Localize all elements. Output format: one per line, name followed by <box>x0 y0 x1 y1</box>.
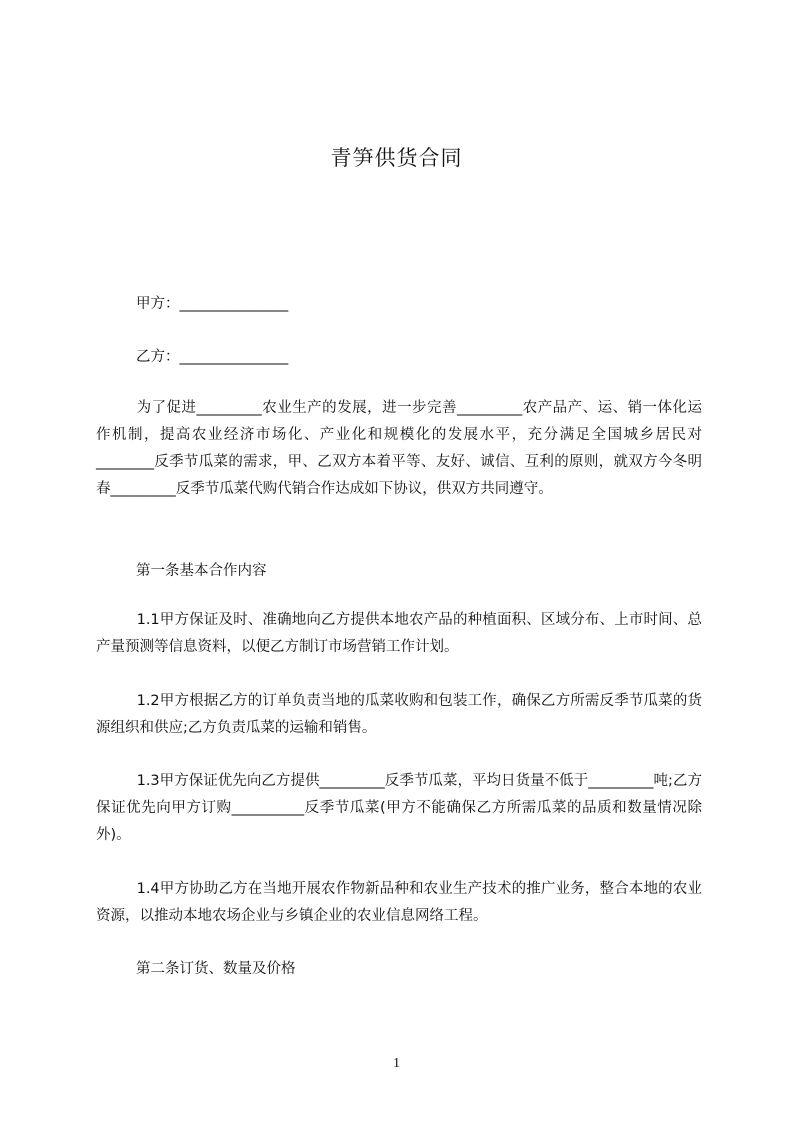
section-2-heading: 第二条订货、数量及价格 <box>136 961 296 977</box>
intro-paragraph: 为了促进_________农业生产的发展，进一步完善_________农产品产、运、销一体化运作机制，提高农业经济市场化、产业化和规模化的发展水平，充分满足全国城乡居民对________反季节瓜菜的需求，甲、乙双方本着平等、友好、诚信、互利的原则，就双方今冬明春_________反季节瓜菜代购代销合作达成如下协议，供双方共同遵守。 <box>96 400 702 497</box>
party-a-line: 甲方：_______________ <box>136 296 289 312</box>
clause-1-1: 1.1甲方保证及时、准确地向乙方提供本地农产品的种植面积、区域分布、上市时间、总产量预测等信息资料，以便乙方制订市场营销工作计划。 <box>96 612 702 655</box>
party-b-line: 乙方：_______________ <box>136 349 289 365</box>
page-number: 1 <box>393 1056 400 1071</box>
clause-1-2: 1.2甲方根据乙方的订单负责当地的瓜菜收购和包装工作，确保乙方所需反季节瓜菜的货源组织和供应;乙方负责瓜菜的运输和销售。 <box>96 693 702 736</box>
clause-1-4: 1.4甲方协助乙方在当地开展农作物新品种和农业生产技术的推广业务，整合本地的农业资源，以推动本地农场企业与乡镇企业的农业信息网络工程。 <box>96 881 702 924</box>
section-1-heading: 第一条基本合作内容 <box>136 563 267 579</box>
clause-1-3: 1.3甲方保证优先向乙方提供_________反季节瓜菜，平均日货量不低于_________吨;乙方保证优先向甲方订购__________反季节瓜菜(甲方不能确保乙方所需瓜菜的品质和数量情况除外)。 <box>96 773 702 843</box>
document-title: 青笋供货合同 <box>330 146 463 170</box>
